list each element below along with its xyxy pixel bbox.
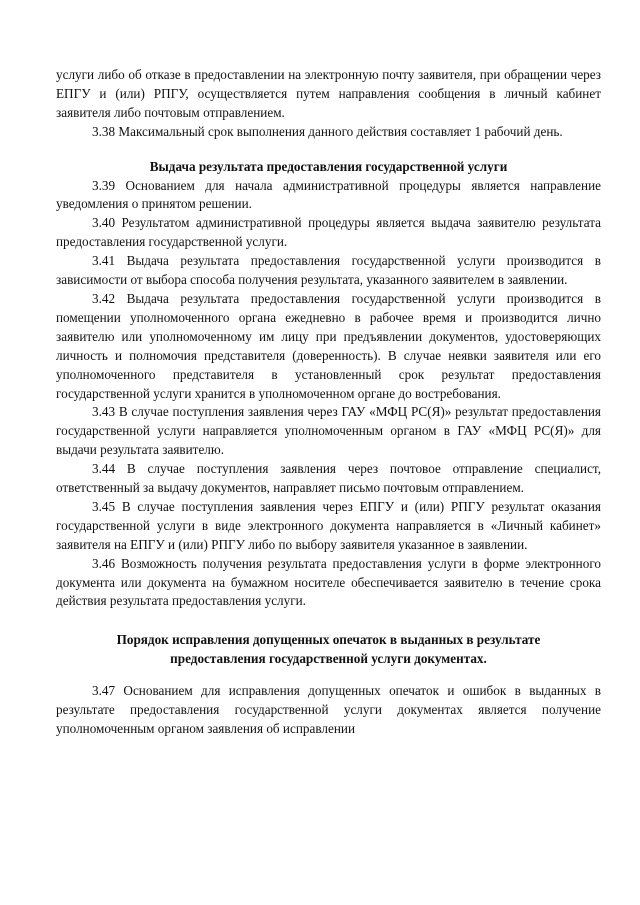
document-page [56, 66, 601, 739]
section-title-line-1: Порядок исправления допущенных опечаток в выданных в результате [116, 632, 541, 648]
paragraph-3-39: 3.39 Основанием для начала административной процедуры является направление уведомления о принятом решении. [56, 177, 601, 212]
paragraph-3-46: 3.46 Возможность получения результата предоставления услуги в форме электронного документа или документа на бумажном носителе обеспечивается заявителю в течение срока действия результата предоставления услуги. [56, 555, 601, 609]
paragraph-3-38: 3.38 Максимальный срок выполнения данного действия составляет 1 рабочий день. [92, 123, 563, 139]
paragraph-3-40: 3.40 Результатом административной процедуры является выдача заявителю результата предоставления государственной услуги. [56, 215, 601, 250]
section-title-result-issuance: Выдача результата предоставления государственной услуги [149, 158, 508, 174]
paragraph-3-47: 3.47 Основанием для исправления допущенных опечаток и ошибок в выданных в результате предоставления государственной услуги документах является получение уполномоченным органом заявления об исправлении [56, 683, 601, 736]
paragraph-3-44: 3.44 В случае поступления заявления через почтовое отправление специалист, ответственный за выдачу документов, направляет письмо почтовым отправлением. [56, 461, 601, 496]
section-title-line-2: предоставления государственной услуги документах. [170, 651, 487, 667]
lead-paragraph: услуги либо об отказе в предоставлении на электронную почту заявителя, при обращении через ЕПГУ и (или) РПГУ, осуществляется путем направления сообщения в личный кабинет заявителя либо почтовым отправлением. [56, 67, 601, 120]
section-title-typo-correction [56, 631, 601, 669]
paragraph-3-45: 3.45 В случае поступления заявления через ЕПГУ и (или) РПГУ результат оказания государственной услуги в виде электронного документа направляется в «Личный кабинет» заявителя на ЕПГУ и (или) РПГУ либо по выбору заявителя указанное в заявлении. [56, 498, 601, 552]
paragraph-3-42: 3.42 Выдача результата предоставления государственной услуги производится в помещении уполномоченного органа ежедневно в рабочее время и производится лично заявителю или уполномоченному им лицу при предъявлении документов, удостоверяющих личность и полномочия представителя (доверенность). В случае неявки заявителя или его уполномоченного представителя в установленный срок результат предоставления государственной услуги хранится в уполномоченном органе до востребования. [56, 290, 601, 401]
paragraph-3-41: 3.41 Выдача результата предоставления государственной услуги производится в зависимости от выбора способа получения результата, указанного заявителем в заявлении. [56, 253, 601, 288]
paragraph-3-43: 3.43 В случае поступления заявления через ГАУ «МФЦ РС(Я)» результат предоставления государственной услуги направляется уполномоченным органом в ГАУ «МФЦ РС(Я)» для выдачи результата заявителю. [56, 404, 601, 458]
